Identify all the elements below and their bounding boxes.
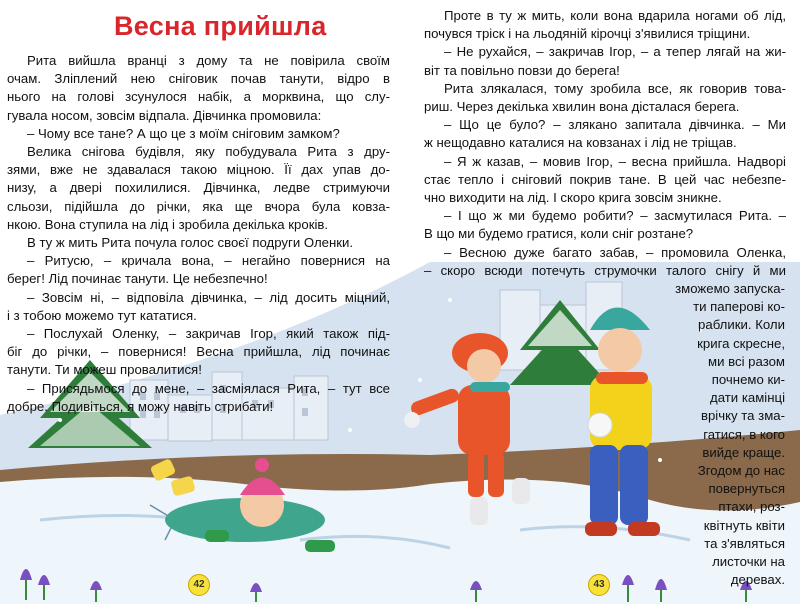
text-line: – Не рухайся, – закричав Ігор, – а тепер лягай на жи-: [444, 44, 786, 60]
text-line: квітнуть квіти: [703, 517, 785, 533]
text-line: раблики. Коли: [698, 317, 785, 333]
text-line: зможемо запуска-: [675, 281, 785, 296]
right-page-tail-text: [675, 280, 785, 589]
text-line: – І що ж ми будемо робити? – засмутилася Рита. –: [444, 208, 786, 224]
right-page-text: [424, 7, 786, 280]
page-number-left: 42: [188, 574, 210, 596]
text-line: нього на голові зсунулося набік, а морквина, що слу-: [7, 89, 390, 105]
text-line: ти паперові ко-: [693, 299, 785, 315]
text-line: нкою. Вона ступила на лід і зробила декілька кроків.: [7, 216, 329, 232]
text-line: ж нещодавно каталися на ковзанах і лід не тріщав.: [424, 135, 737, 151]
text-line: ми всі разом: [708, 353, 785, 369]
text-line: – Весною дуже багато забав, – промовила Оленка,: [444, 244, 786, 260]
text-line: танути. Ти можеш провалитися!: [7, 362, 202, 378]
text-line: риш. Через декілька хвилин вона дісталася берега.: [424, 99, 740, 115]
text-line: – Присядьмося до мене, – засміялася Рита, – тут все: [27, 380, 390, 396]
text-line: Згодом до нас: [697, 463, 785, 479]
text-line: В що ми будемо гратися, коли сніг розтане?: [424, 226, 694, 242]
text-line: Проте в ту ж мить, коли вона вдарила ногами об лід,: [444, 8, 786, 23]
text-line: гувала носом, зовсім відпала. Дівчинка промовила:: [7, 107, 322, 123]
text-line: почувся тріск і на льодяній кірочці з'явилися тріщини.: [424, 26, 751, 42]
text-line: врічку та зма-: [700, 408, 785, 424]
text-line: – скоро всюди потечуть струмочки талого снігу й ми: [424, 262, 786, 278]
page-number-right: 43: [588, 574, 610, 596]
text-line: повернуться: [708, 481, 785, 497]
text-line: – Що це було? – злякано запитала дівчинка. – Ми: [444, 117, 786, 133]
page-title: Весна прийшла: [114, 11, 327, 41]
text-line: гатися, в кого: [703, 426, 785, 442]
text-line: зями, вже не здавалася такою міцною. Її дах упав до-: [7, 162, 390, 178]
text-line: і з тобою можемо тут кататися.: [7, 307, 197, 323]
text-line: Велика снігова будівля, яку побудувала Рита з дру-: [27, 144, 390, 160]
text-line: низу, а двері похилилися. Дівчинка, ледве стримуючи: [7, 180, 390, 196]
text-line: та з'являться: [704, 535, 785, 551]
text-line: В ту ж мить Рита почула голос своєї подруги Оленки.: [27, 235, 354, 251]
text-line: берег! Лід починає танути. Це небезпечно!: [7, 271, 268, 287]
text-line: вийде краще.: [702, 444, 785, 460]
text-line: Рита злякалася, тому зробила все, як говорив това-: [444, 80, 786, 96]
text-line: сльози, підійшла до річки, яка ще вчора була ковза-: [7, 198, 390, 214]
text-line: листочки на: [712, 554, 785, 570]
text-line: біг до річки, – повернися! Весна прийшла, лід починає: [7, 344, 390, 360]
text-line: – Зовсім ні, – відповіла дівчинка, – лід досить міцний,: [27, 289, 390, 305]
text-line: – Я ж казав, – мовив Ігор, – весна прийшла. Надворі: [444, 153, 786, 169]
text-line: віт та повільно повзи до берега!: [424, 62, 620, 78]
text-line: – Чому все тане? А що це з моїм сніговим замком?: [27, 125, 340, 141]
text-line: добре. Подивіться, я можу навіть стрибати!: [7, 398, 274, 414]
text-line: деревах.: [730, 572, 785, 588]
text-line: почнемо ки-: [711, 372, 785, 388]
text-line: очам. Зліплений нею сніговик почав танути, відро в: [7, 71, 390, 87]
text-line: – Послухай Оленку, – закричав Ігор, який також під-: [27, 326, 390, 342]
text-line: дати камінці: [710, 390, 785, 406]
text-line: стає тепло і сніговий покрив тане. В цей час небезпе-: [424, 171, 786, 187]
text-line: крига скресне,: [697, 335, 785, 351]
text-line: чно виходити на лід. І скоро крига зовсім зникне.: [424, 190, 722, 206]
text-line: птахи, роз-: [718, 499, 785, 515]
text-line: Рита вийшла вранці з дому та не повірила своїм: [27, 53, 390, 68]
text-line: – Ритусю, – кричала вона, – негайно повернися на: [27, 253, 390, 269]
left-page-text: [7, 52, 390, 416]
